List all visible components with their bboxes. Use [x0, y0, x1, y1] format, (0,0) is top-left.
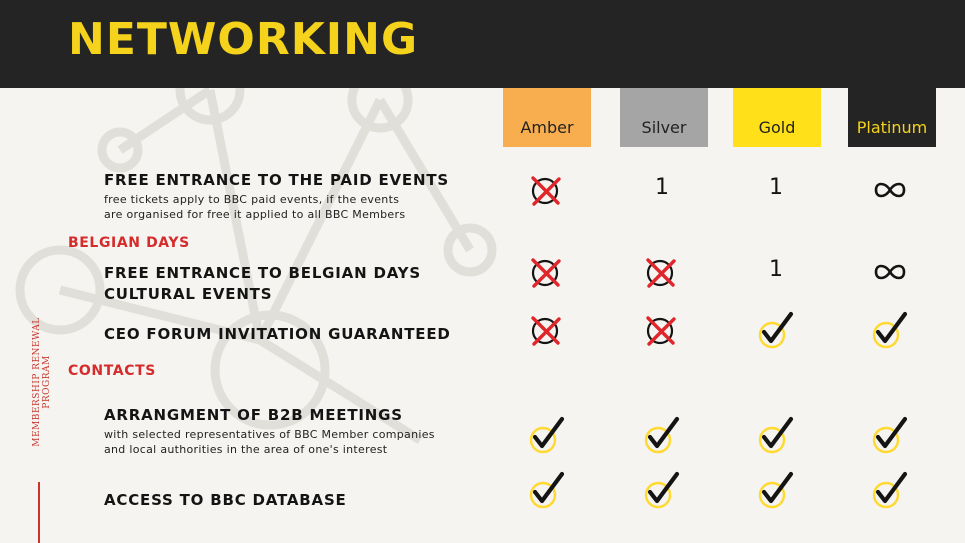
- feature-title: FREE ENTRANCE TO BELGIAN DAYS: [104, 264, 421, 282]
- count-value: 1: [769, 257, 783, 282]
- cross-icon: [640, 252, 684, 292]
- feature-title: CULTURAL EVENTS: [104, 285, 273, 303]
- check-icon: [754, 415, 798, 455]
- feature-description: and local authorities in the area of one's interest: [104, 443, 388, 456]
- side-label: MEMBERSHIP RENEWAL PROGRAM: [32, 317, 52, 447]
- check-icon: [754, 310, 798, 350]
- feature-description: free tickets apply to BBC paid events, if the events: [104, 193, 400, 206]
- header-bar: [0, 0, 965, 88]
- side-divider: [38, 482, 40, 543]
- feature-description: with selected representatives of BBC Member companies: [104, 428, 435, 441]
- section-heading-contacts: CONTACTS: [68, 363, 156, 379]
- infinity-icon: [868, 170, 912, 210]
- check-icon: [868, 415, 912, 455]
- check-icon: [640, 470, 684, 510]
- infinity-icon: [868, 252, 912, 292]
- cross-icon: [525, 310, 569, 350]
- feature-title: ACCESS TO BBC DATABASE: [104, 491, 347, 509]
- feature-description: are organised for free it applied to all BBC Members: [104, 208, 406, 221]
- check-icon: [868, 470, 912, 510]
- tier-amber: Amber: [503, 88, 591, 147]
- cross-icon: [640, 310, 684, 350]
- section-heading-belgian-days: BELGIAN DAYS: [68, 235, 190, 251]
- cross-icon: [525, 252, 569, 292]
- cross-icon: [525, 170, 569, 210]
- tier-silver: Silver: [620, 88, 708, 147]
- check-icon: [640, 415, 684, 455]
- check-icon: [525, 415, 569, 455]
- count-value: 1: [655, 175, 669, 200]
- feature-title: FREE ENTRANCE TO THE PAID EVENTS: [104, 171, 449, 189]
- check-icon: [754, 470, 798, 510]
- check-icon: [525, 470, 569, 510]
- feature-title: CEO FORUM INVITATION GUARANTEED: [104, 325, 451, 343]
- check-icon: [868, 310, 912, 350]
- tier-gold: Gold: [733, 88, 821, 147]
- page-title: NETWORKING: [68, 14, 419, 65]
- tier-platinum: Platinum: [848, 88, 936, 147]
- count-value: 1: [769, 175, 783, 200]
- feature-title: ARRANGMENT OF B2B MEETINGS: [104, 406, 403, 424]
